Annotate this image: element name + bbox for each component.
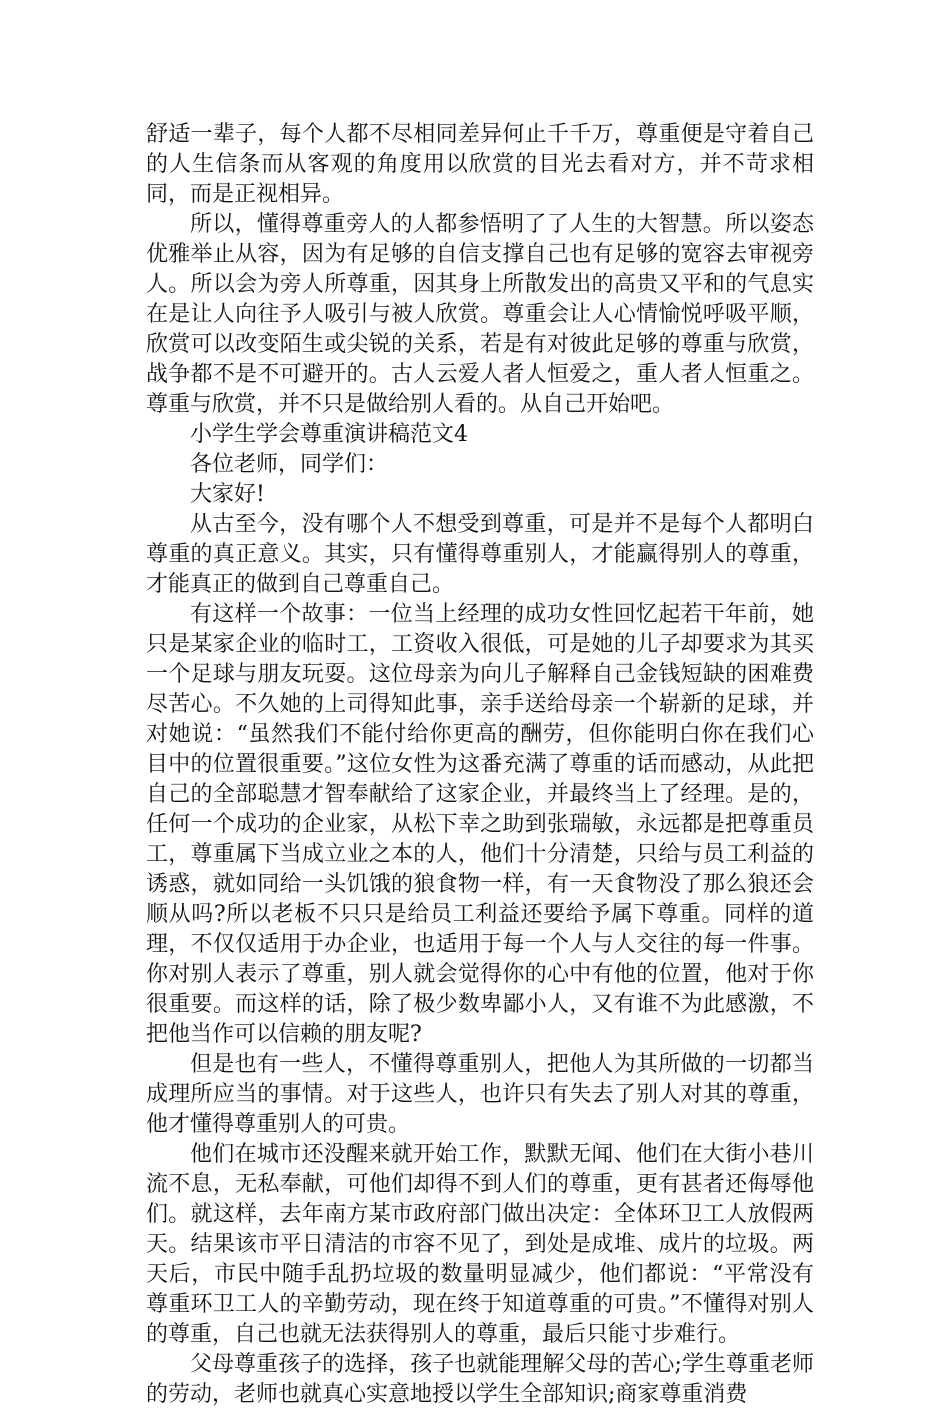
paragraph-6: 从古至今，没有哪个人不想受到尊重，可是并不是每个人都明白尊重的真正意义。其实，只有懂得尊重别人，才能赢得别人的尊重，才能真正的做到自己尊重自己。 [146, 512, 814, 597]
paragraph-7: 有这样一个故事：一位当上经理的成功女性回忆起若干年前，她只是某家企业的临时工，工资收入很低，可是她的儿子却要求为其买一个足球与朋友玩耍。这位母亲为向儿子解释自己金钱短缺的困难费尽苦心。不久她的上司得知此事，亲手送给母亲一个崭新的足球，并对她说：“虽然我们不能付给你更高的酬劳，但你能明白你在我们心目中的位置很重要。”这位女性为这番充满了尊重的话而感动，从此把自己的全部聪慧才智奉献给了这家企业，并最终当上了经理。是的，任何一个成功的企业家，从松下幸之助到张瑞敏，永远都是把尊重员工，尊重属下当成立业之本的人，他们十分清楚，只给与员工利益的诱惑，就如同给一头饥饿的狼食物一样，有一天食物没了那么狼还会顺从吗?所以老板不只只是给员工利益还要给予属下尊重。同样的道理，不仅仅适用于办企业，也适用于每一个人与人交往的每一件事。你对别人表示了尊重，别人就会觉得你的心中有他的位置，他对于你很重要。而这样的话，除了极少数卑鄙小人，又有谁不为此感激，不把他当作可以信赖的朋友呢? [146, 602, 814, 1047]
salutation: 各位老师，同学们： [190, 452, 389, 477]
paragraph-2: 所以，懂得尊重旁人的人都参悟明了了人生的大智慧。所以姿态优雅举止从容，因为有足够的自信支撑自己也有足够的宽容去审视旁人。所以会为旁人所尊重，因其身上所散发出的高贵又平和的气息实在是让人向往予人吸引与被人欣赏。尊重会让人心情愉悦呼吸平顺，欣赏可以改变陌生或尖锐的关系，若是有对彼此足够的尊重与欣赏，战争都不是不可避开的。古人云爱人者人恒爱之，重人者人恒重之。尊重与欣赏，并不只是做给别人看的。从自己开始吧。 [146, 212, 814, 417]
paragraph-9: 他们在城市还没醒来就开始工作，默默无闻、他们在大街小巷川流不息，无私奉献，可他们却得不到人们的尊重，更有甚者还侮辱他们。就这样，去年南方某市政府部门做出决定：全体环卫工人放假两天。结果该市平日清洁的市容不见了，到处是成堆、成片的垃圾。两天后，市民中随手乱扔垃圾的数量明显减少，他们都说：“平常没有尊重环卫工人的辛勤劳动，现在终于知道尊重的可贵。”不懂得对别人的尊重，自己也就无法获得别人的尊重，最后只能寸步难行。 [146, 1142, 814, 1347]
greeting: 大家好! [190, 482, 265, 507]
paragraph-1: 舒适一辈子，每个人都不尽相同差异何止千千万，尊重便是守着自己的人生信条而从客观的角度用以欣赏的目光去看对方，并不苛求相同，而是正视相异。 [146, 122, 814, 207]
paragraph-8: 但是也有一些人，不懂得尊重别人，把他人为其所做的一切都当成理所应当的事情。对于这些人，也许只有失去了别人对其的尊重，他才懂得尊重别人的可贵。 [146, 1052, 814, 1137]
document-body [146, 120, 814, 1410]
section-heading: 小学生学会尊重演讲稿范文4 [190, 422, 468, 447]
paragraph-10: 父母尊重孩子的选择，孩子也就能理解父母的苦心;学生尊重老师的劳动，老师也就真心实意地授以学生全部知识;商家尊重消费 [146, 1352, 814, 1407]
